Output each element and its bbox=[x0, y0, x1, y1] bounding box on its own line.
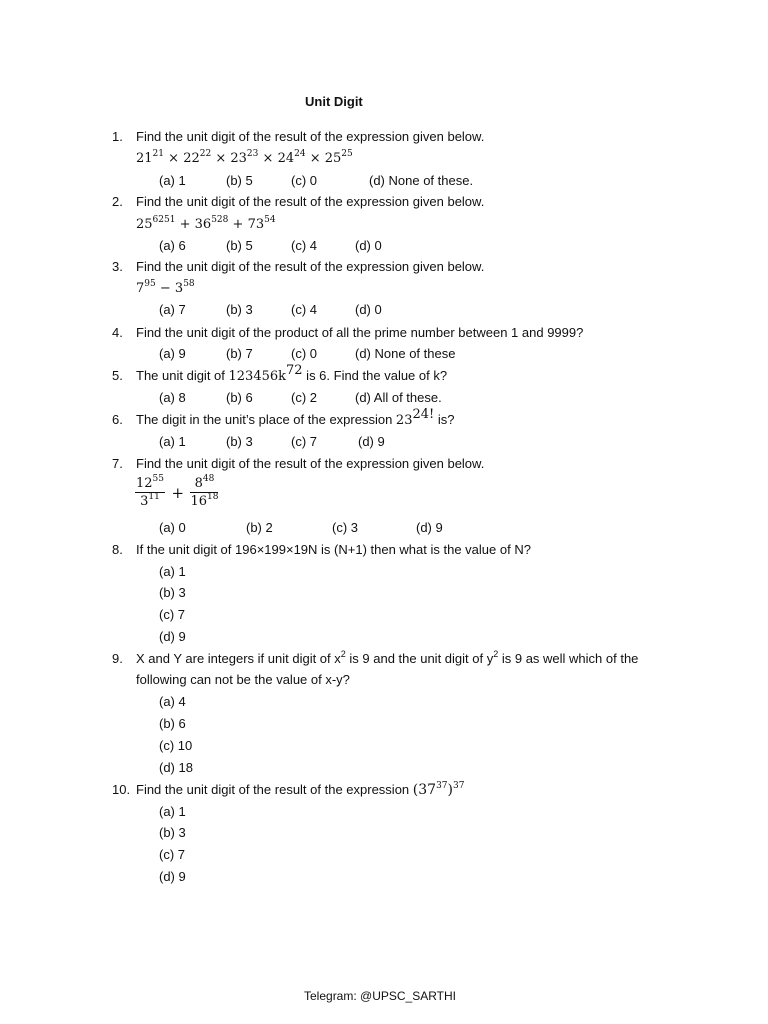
question-number: 4. bbox=[112, 325, 123, 340]
option-d: (d) 18 bbox=[159, 760, 193, 775]
option-d: (d) None of these. bbox=[369, 173, 474, 188]
option-c: (c) 0 bbox=[291, 346, 317, 361]
option-b: (b) 5 bbox=[226, 173, 253, 188]
option-c: (c) 2 bbox=[291, 390, 317, 405]
option-b: (b) 5 bbox=[226, 238, 253, 253]
page-title: Unit Digit bbox=[305, 94, 363, 109]
question-text: Find the unit digit of the result of the expression given below. bbox=[136, 129, 485, 144]
question-number: 7. bbox=[112, 456, 123, 471]
option-d: (d) All of these. bbox=[355, 390, 442, 405]
fraction: $\frac{8^{48}}{16^{18}}$ bbox=[190, 474, 219, 509]
option-b: (b) 2 bbox=[246, 520, 273, 535]
option-b: (b) 6 bbox=[159, 716, 186, 731]
option-b: (b) 7 bbox=[226, 346, 253, 361]
question-3-expression: $7^{95} - 3^{58}$ bbox=[136, 279, 195, 296]
question-text: Find the unit digit of the product of all the prime number between 1 and 9999? bbox=[136, 325, 584, 340]
option-d: (d) 0 bbox=[355, 238, 382, 253]
option-b: (b) 3 bbox=[226, 302, 253, 317]
option-a: (a) 1 bbox=[159, 564, 186, 579]
option-c: (c) 0 bbox=[291, 173, 317, 188]
option-d: (d) 9 bbox=[358, 434, 385, 449]
option-a: (a) 7 bbox=[159, 302, 186, 317]
question-number: 10. bbox=[112, 782, 131, 797]
option-c: (c) 4 bbox=[291, 302, 317, 317]
option-d: (d) 9 bbox=[159, 629, 186, 644]
option-d: (d) 9 bbox=[416, 520, 443, 535]
question-9-line-2: following can not be the value of x-y? bbox=[136, 672, 350, 687]
option-c: (c) 4 bbox=[291, 238, 317, 253]
option-a: (a) 6 bbox=[159, 238, 186, 253]
question-text: If the unit digit of 196×199×19N is (N+1) then what is the value of N? bbox=[136, 542, 531, 557]
option-d: (d) 9 bbox=[159, 869, 186, 884]
option-c: (c) 10 bbox=[159, 738, 193, 753]
option-d: (d) 0 bbox=[355, 302, 382, 317]
option-b: (b) 3 bbox=[159, 825, 186, 840]
question-number: 2. bbox=[112, 194, 123, 209]
question-number: 9. bbox=[112, 651, 123, 666]
option-b: (b) 3 bbox=[159, 585, 186, 600]
question-text: Find the unit digit of the result of the expression given below. bbox=[136, 259, 485, 274]
option-c: (c) 7 bbox=[291, 434, 317, 449]
option-a: (a) 8 bbox=[159, 390, 186, 405]
option-c: (c) 7 bbox=[159, 607, 185, 622]
footer-telegram: Telegram: @UPSC_SARTHI bbox=[304, 989, 457, 1003]
option-d: (d) None of these bbox=[355, 346, 456, 361]
question-2-expression: $25^{6251} + 36^{528} + 73^{54}$ bbox=[136, 215, 276, 232]
option-b: (b) 6 bbox=[226, 390, 253, 405]
question-text: Find the unit digit of the result of the expression $(37^{37})^{37}$ bbox=[136, 781, 465, 798]
option-b: (b) 3 bbox=[226, 434, 253, 449]
question-text: The digit in the unit’s place of the expression $23^{24!}$ is? bbox=[136, 407, 455, 428]
option-c: (c) 3 bbox=[332, 520, 358, 535]
question-1-expression: $21^{21} \times 22^{22} \times 23^{23} \times 24^{24} \times 25^{25}$ bbox=[136, 149, 353, 166]
question-number: 3. bbox=[112, 259, 123, 274]
fraction: $\frac{12^{55}}{3^{11}}$ bbox=[136, 474, 164, 509]
question-number: 8. bbox=[112, 542, 123, 557]
option-a: (a) 9 bbox=[159, 346, 186, 361]
question-7-expression: $\frac{12^{55}}{3^{11}}$ + $\frac{8^{48}}{16^{18}}$ bbox=[136, 474, 219, 509]
question-text: Find the unit digit of the result of the expression given below. bbox=[136, 456, 485, 471]
option-a: (a) 4 bbox=[159, 694, 186, 709]
question-number: 1. bbox=[112, 129, 123, 144]
option-a: (a) 1 bbox=[159, 804, 186, 819]
question-text: X and Y are integers if unit digit of $x^2$ is 9 and the unit digit of $y^2$ is 9 as well which of the bbox=[136, 649, 639, 666]
question-text: Find the unit digit of the result of the expression given below. bbox=[136, 194, 485, 209]
question-number: 6. bbox=[112, 412, 123, 427]
option-a: (a) 0 bbox=[159, 520, 186, 535]
option-a: (a) 1 bbox=[159, 173, 186, 188]
question-text: The unit digit of $123456k^{72}$ is 6. Find the value of k? bbox=[136, 363, 448, 384]
question-number: 5. bbox=[112, 368, 123, 383]
option-c: (c) 7 bbox=[159, 847, 185, 862]
option-a: (a) 1 bbox=[159, 434, 186, 449]
